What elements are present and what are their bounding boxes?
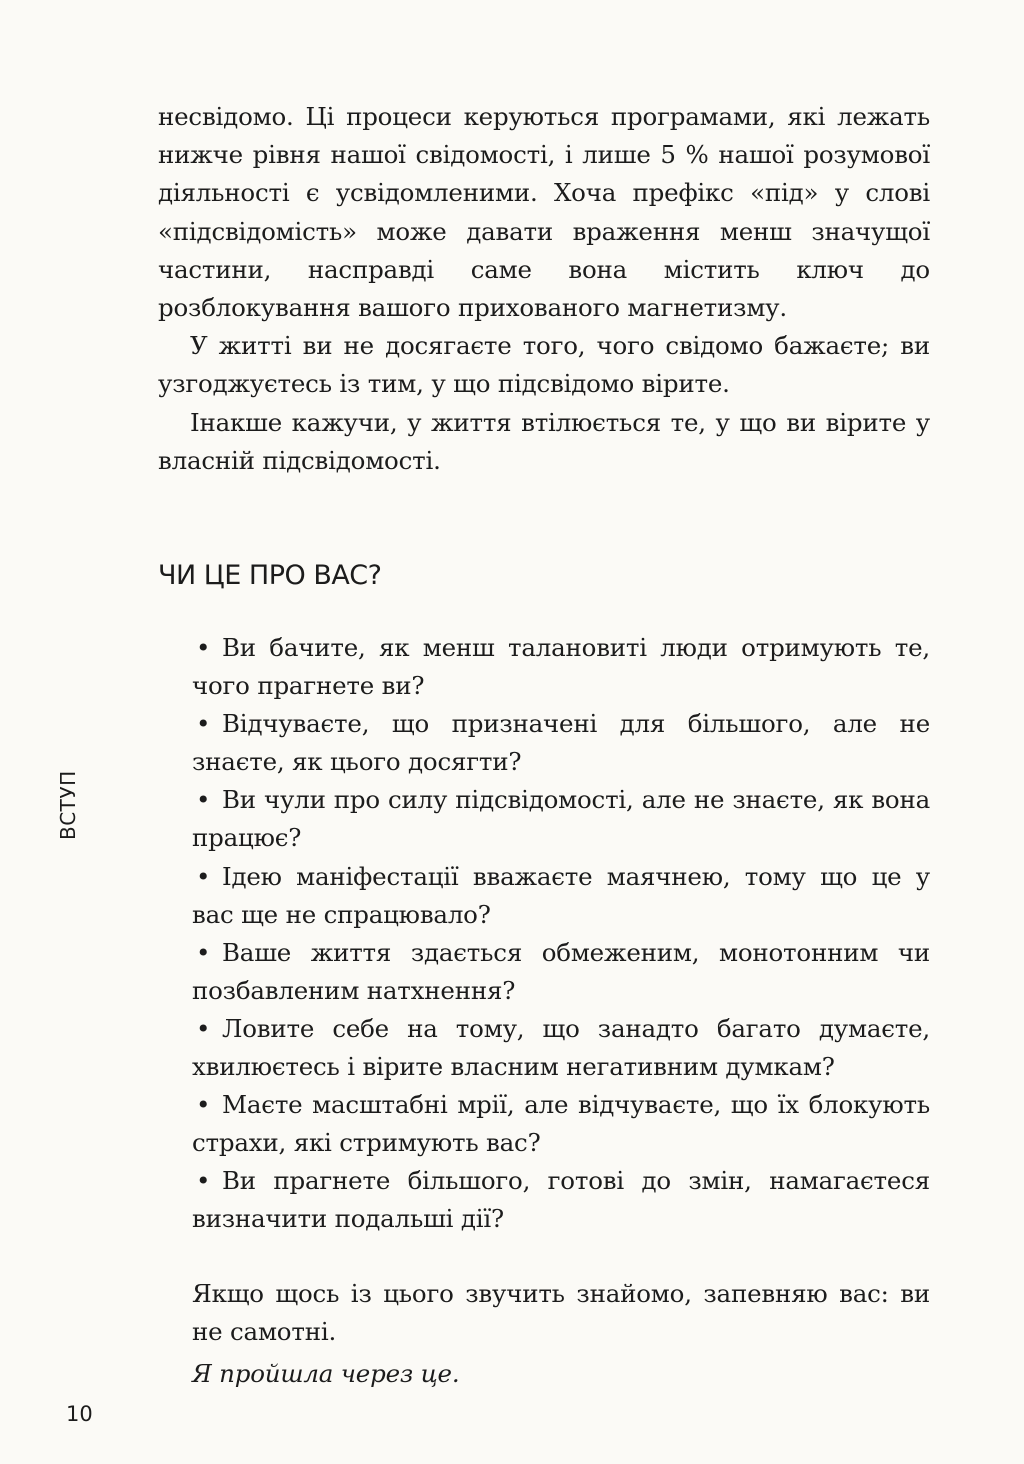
bullet-item: • Ви прагнете більшого, готові до змін, намагаєтеся визначити подальші дії? (192, 1162, 930, 1238)
bullet-item: • Ідею маніфестації вважаєте маячнею, тому що це у вас ще не спрацювало? (192, 858, 930, 934)
page-number: 10 (66, 1402, 93, 1426)
bullet-item: • Ви бачите, як менш талановиті люди отримують те, чого прагнете ви? (192, 629, 930, 705)
bullet-list (192, 629, 930, 1239)
closing-italic: Я пройшла через це. (192, 1359, 460, 1389)
bullet-item: • Ви чули про силу підсвідомості, але не знаєте, як вона працює? (192, 781, 930, 857)
bullet-item: • Маєте масштабні мрії, але відчуваєте, що їх блокують страхи, які стримують вас? (192, 1086, 930, 1162)
intro-paragraph-2: У житті ви не досягаєте того, чого свідомо бажаєте; ви узгоджуєтесь із тим, у що підсвідомо вірите. (158, 331, 930, 399)
bullet-item: • Ловите себе на тому, що занадто багато думаєте, хвилюєтесь і вірите власним негативним думкам? (192, 1010, 930, 1086)
closing-paragraph: Якщо щось із цього звучить знайомо, запевняю вас: ви не самотні. (192, 1279, 930, 1347)
bullet-item: • Ваше життя здається обмеженим, монотонним чи позбавленим натхнення? (192, 934, 930, 1010)
closing-text (192, 1275, 930, 1394)
intro-paragraph-1: несвідомо. Ці процеси керуються програмами, які лежать нижче рівня нашої свідомості, і лише 5 % нашої розумової діяльності є усвідомленими. Хоча префікс «під» у слові «підсвідомість» може давати враження менш значущої частини, насправді саме вона містить ключ до розблокування вашого прихованого магнетизму. (158, 102, 930, 323)
bullet-item: • Відчуваєте, що призначені для більшого, але не знаєте, як цього досягти? (192, 705, 930, 781)
section-heading: ЧИ ЦЕ ПРО ВАС? (158, 560, 382, 591)
chapter-side-label: ВСТУП (56, 770, 80, 840)
intro-paragraph-3: Інакше кажучи, у життя втілюється те, у що ви вірите у власній підсвідомості. (158, 407, 930, 475)
intro-text (158, 98, 930, 480)
